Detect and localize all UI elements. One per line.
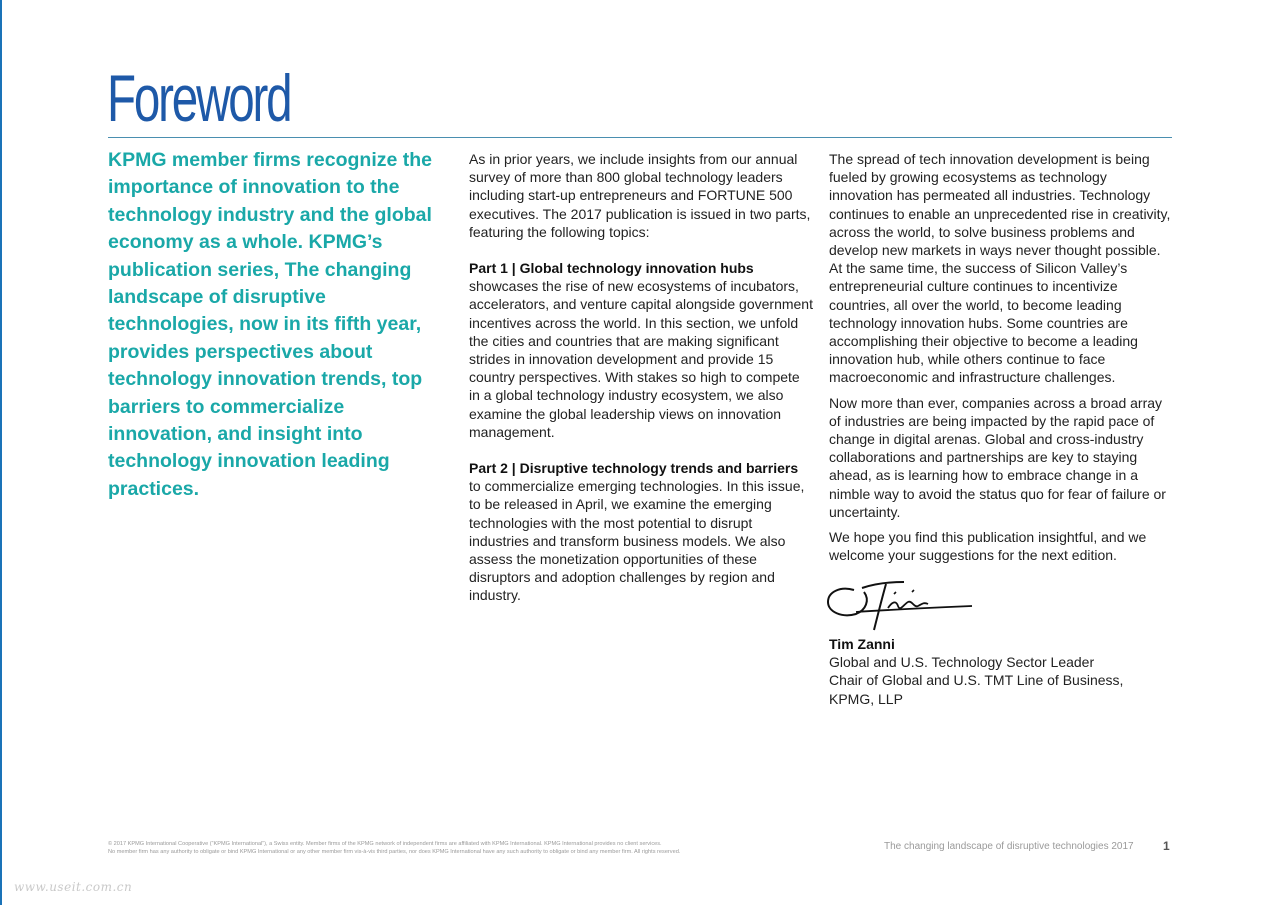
footer-publication-title: The changing landscape of disruptive technologies 2017 <box>884 841 1134 852</box>
title-divider <box>108 137 1172 138</box>
part1-heading: Part 1 | Global technology innovation hubs <box>469 260 754 277</box>
footer-legal <box>108 840 828 856</box>
signer-block <box>829 635 1123 708</box>
signature <box>826 578 976 633</box>
footer-legal-line-2: No member firm has any authority to obligate or bind KPMG International or any other member firm vis-à-vis third parties, nor does KPMG International have any such authority to obligate or bind any member firm. All rights reserved. <box>108 849 681 855</box>
page-number: 1 <box>1163 839 1170 853</box>
signer-name: Tim Zanni <box>829 636 895 652</box>
column-three-para-1: The spread of tech innovation development is being fueled by growing ecosystems as technology innovation has permeated all industries. Technology continues to enable an unprecedented rise in creativity, across the world, to solve business problems and develop new markets in ways never thought possible. At the same time, the success of Silicon Valley’s entrepreneurial culture continues to incentivize countries, all over the world, to become leading technology innovation hubs. Some countries are accomplishing their objective to become a leading innovation hub, while others continue to face macroeconomic and infrastructure challenges. <box>829 151 1171 386</box>
column-two <box>469 150 814 605</box>
part2-heading: Part 2 | Disruptive technology trends and barriers <box>469 460 799 477</box>
footer-legal-line-1: © 2017 KPMG International Cooperative (“KPMG International”), a Swiss entity. Member firms of the KPMG network of independent firms are affiliated with KPMG International. KPMG International provides no client services. <box>108 841 662 847</box>
column-three-para-3: We hope you find this publication insightful, and we welcome your suggestions for the next edition. <box>829 529 1147 564</box>
signer-title-2: Chair of Global and U.S. TMT Line of Business, <box>829 672 1124 689</box>
intro-statement: KPMG member firms recognize the importance of innovation to the technology industry and the global economy as a whole. KPMG’s publication series, The changing landscape of disruptive technologies, now in its fifth year, provides perspectives about technology innovation trends, top barriers to commercialize innovation, and insight into technology innovation leading practices. <box>108 149 432 500</box>
page-title: Foreword <box>107 61 291 135</box>
part2-body: to commercialize emerging technologies. In this issue, to be released in April, we examine the emerging technologies with the most potential to disrupt industries and transform business models. We also assess the monetization opportunities of these disruptors and adoption challenges by region and industry. <box>469 478 805 604</box>
watermark: www.useit.com.cn <box>14 880 133 894</box>
part1-body: showcases the rise of new ecosystems of incubators, accelerators, and venture capital alongside government incentives across the world. In this section, we unfold the cities and countries that are making significant strides in innovation development and provide 15 country perspectives. With stakes so high to compete in a global technology industry ecosystem, we also examine the global leadership views on innovation management. <box>469 278 813 440</box>
part2-section <box>469 459 814 605</box>
signer-title-1: Global and U.S. Technology Sector Leader <box>829 654 1095 671</box>
part1-section <box>469 259 814 441</box>
left-edge-rule <box>0 0 2 905</box>
column-three <box>829 150 1174 564</box>
column-two-intro: As in prior years, we include insights from our annual survey of more than 800 global technology leaders including start-up entrepreneurs and FORTUNE 500 executives. The 2017 publication is issued in two parts, featuring the following topics: <box>469 151 811 240</box>
signer-title-3: KPMG, LLP <box>829 690 903 707</box>
column-three-para-2: Now more than ever, companies across a broad array of industries are being impacted by the rapid pace of change in digital arenas. Global and cross-industry collaborations and partnerships are key to staying ahead, as is learning how to embrace change in a nimble way to avoid the status quo for fear of failure or uncertainty. <box>829 394 1166 520</box>
